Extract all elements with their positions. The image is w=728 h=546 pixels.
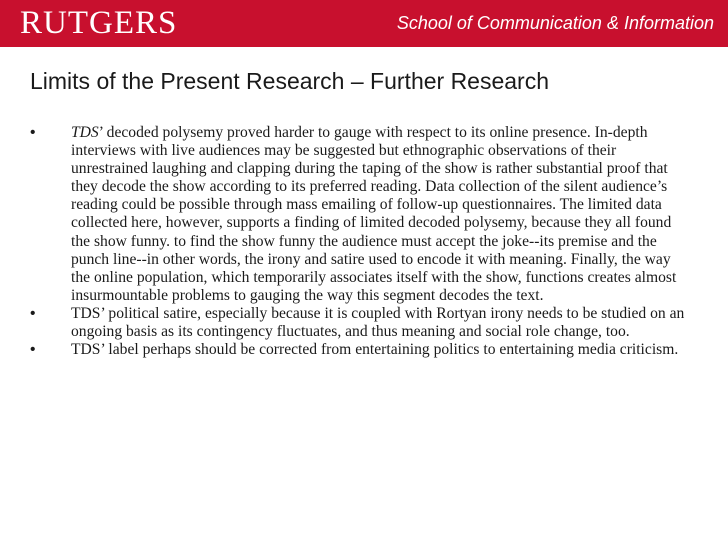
bullet-item	[30, 341, 690, 359]
bullet-item	[30, 124, 690, 305]
school-name: School of Communication & Information	[396, 13, 714, 33]
bullet-list	[30, 124, 690, 359]
slide-title: Limits of the Present Research – Further Research	[30, 68, 550, 94]
bullet-text: TDS’ political satire, especially because it is coupled with Rortyan irony needs to be studied on an ongoing basis as its contingency fluctuates, and thus meaning and social role change, too.	[71, 304, 685, 341]
bullet-icon: •	[30, 341, 36, 359]
bullet-icon: •	[30, 124, 36, 141]
bullet-item	[30, 305, 690, 341]
bullet-lead-italic: TDS	[71, 124, 99, 141]
bullet-text: TDS’ label perhaps should be corrected from entertaining politics to entertaining media criticism.	[71, 341, 679, 359]
bullet-text: ’ decoded polysemy proved harder to gauge with respect to its online presence. In-depth interviews with live audiences may be suggested but ethnographic observations of their unrestrained laughing and clapping during the taping of the show is rather substantial proof that they decode the show according to its preferred reading. Data collection of the silent audience’s reading could be possible through mass emailing of follow-up questionnaires. The limited data collected here, however, supports a finding of limited decoded polysemy, because they all found the show funny. to find the show funny the audience must accept the joke--its premise and the punch line--in other words, the irony and satire used to encode it with meaning. Finally, the way the online population, which temporarily associates itself with the show, functions creates almost insurmountable problems to gauging the way this segment decodes the text.	[71, 124, 677, 304]
rutgers-logo: RUTGERS	[20, 5, 178, 41]
header-bar	[0, 0, 728, 47]
bullet-icon: •	[30, 304, 36, 322]
